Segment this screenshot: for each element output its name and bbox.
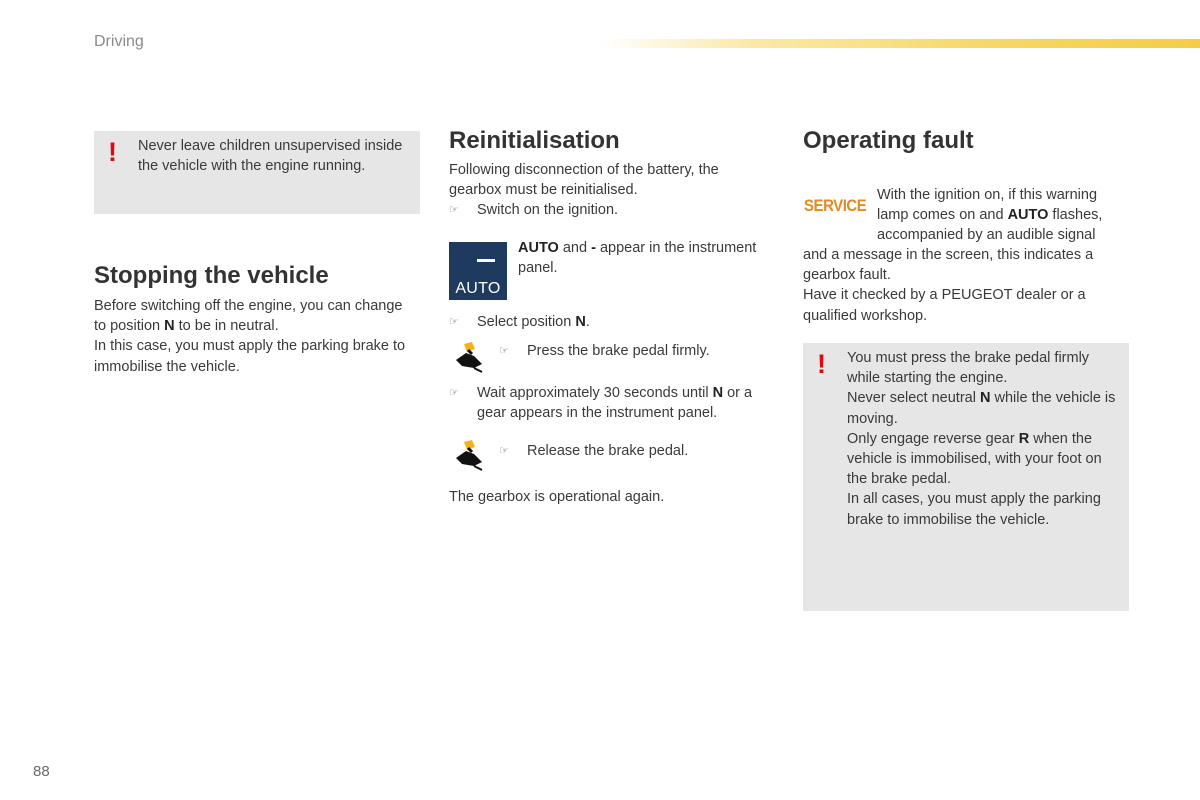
auto-icon-label: AUTO <box>455 280 501 297</box>
foot-on-brake-pedal-icon <box>452 438 488 472</box>
warning-icon: ! <box>108 137 117 167</box>
operating-fault-title: Operating fault <box>803 127 974 154</box>
auto-text-d: appear in the instrument panel. <box>518 240 757 277</box>
header-accent-bar <box>600 39 1200 48</box>
warn-2-b: N <box>979 390 991 407</box>
fault-c: flashes, accompanied by an audible signal <box>877 207 1103 244</box>
step-wait <box>477 383 777 423</box>
pointing-hand-icon: ☞ <box>449 204 459 216</box>
reinitialisation-title: Reinitialisation <box>449 127 620 154</box>
warn-2-a: Never select neutral <box>847 390 980 407</box>
step-release-brake: Release the brake pedal. <box>527 443 689 459</box>
auto-text-b: and <box>558 240 592 256</box>
fault-text <box>803 245 1123 326</box>
fault-paragraph-e: Have it checked by a PEUGEOT dealer or a qualified workshop. <box>803 287 1086 324</box>
children-warning-box <box>94 131 420 214</box>
step-ignition: Switch on the ignition. <box>477 202 619 218</box>
fault-lamp-text <box>877 185 1127 246</box>
warn-2-c: while the vehicle is moving. <box>847 390 1116 427</box>
service-warning-lamp-icon: SERVICE <box>804 196 867 215</box>
pointing-hand-icon: ☞ <box>449 316 459 328</box>
wait-c: or a gear appears in the instrument panel. <box>477 385 753 422</box>
auto-text-c: - <box>591 240 596 256</box>
wait-b: N <box>712 385 724 401</box>
warn-line-3 <box>847 429 1123 490</box>
warning-icon: ! <box>817 349 826 379</box>
brake-warning-text <box>847 348 1123 530</box>
step-select-position <box>477 312 590 332</box>
stopping-paragraph-2: In this case, you must apply the parking brake to immobilise the vehicle. <box>94 338 406 375</box>
foot-on-brake-pedal-icon <box>452 340 488 374</box>
stopping-p1-b: N <box>164 318 175 335</box>
reinit-outro: The gearbox is operational again. <box>449 489 665 505</box>
auto-gear-icon <box>449 242 507 300</box>
stopping-vehicle-title: Stopping the vehicle <box>94 262 329 289</box>
warning-text: Never leave children unsupervised inside the vehicle with the engine running. <box>138 138 403 175</box>
dash-symbol-icon <box>477 259 495 262</box>
warn-3-b: R <box>1018 430 1030 447</box>
section-title: Driving <box>94 33 144 50</box>
fault-b: AUTO <box>1007 207 1049 224</box>
warn-line-2 <box>847 388 1123 428</box>
warn-3-a: Only engage reverse gear <box>847 430 1019 447</box>
stopping-vehicle-text <box>94 296 416 377</box>
brake-warning-box <box>803 343 1129 611</box>
fault-paragraph-d: and a message in the screen, this indicates a gearbox fault. <box>803 247 1094 284</box>
stopping-p1-c: to be in neutral. <box>174 318 279 335</box>
pointing-hand-icon: ☞ <box>449 387 459 399</box>
select-a: Select position <box>477 314 576 330</box>
select-c: . <box>585 314 590 330</box>
warn-3-c: when the vehicle is immobilised, with your foot on the brake pedal. <box>847 430 1102 488</box>
warn-line-1: You must press the brake pedal firmly while starting the engine. <box>847 350 1090 387</box>
pointing-hand-icon: ☞ <box>499 445 509 457</box>
fault-a: With the ignition on, if this warning lamp comes on and <box>877 187 1098 224</box>
step-press-brake: Press the brake pedal firmly. <box>527 343 710 359</box>
auto-text-a: AUTO <box>518 240 559 256</box>
select-b: N <box>575 314 586 330</box>
pointing-hand-icon: ☞ <box>499 345 509 357</box>
stopping-p1-a: Before switching off the engine, you can change to position <box>94 298 403 335</box>
auto-display-text <box>518 238 776 278</box>
wait-a: Wait approximately 30 seconds until <box>477 385 713 401</box>
stopping-paragraph-1 <box>94 296 416 336</box>
reinit-intro: Following disconnection of the battery, the gearbox must be reinitialised. <box>449 162 719 199</box>
warn-line-4: In all cases, you must apply the parking brake to immobilise the vehicle. <box>847 491 1101 528</box>
page-number: 88 <box>33 763 50 780</box>
